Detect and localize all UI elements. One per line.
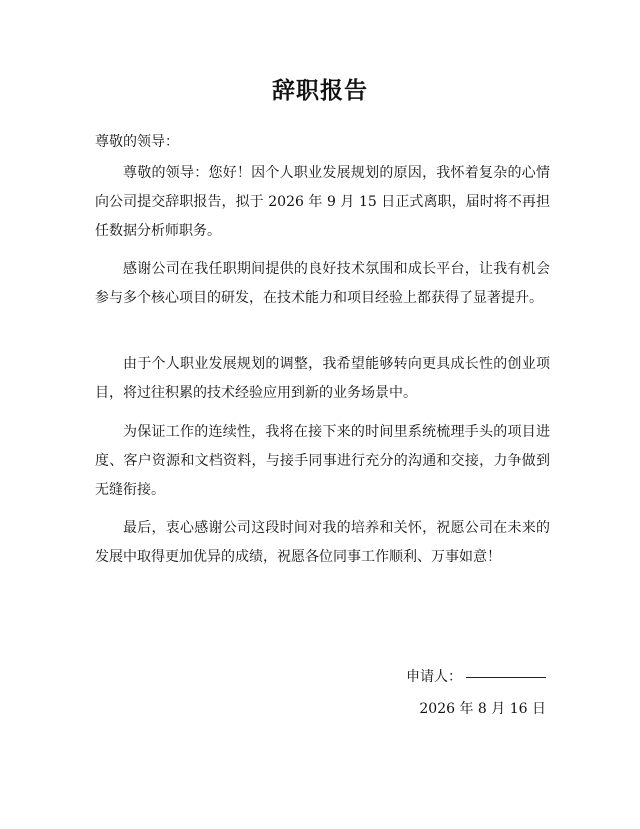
document-title: 辞职报告 (272, 78, 368, 104)
signature-line (466, 677, 546, 678)
applicant-label: 申请人： (406, 669, 462, 685)
signature-row (406, 666, 546, 688)
paragraph-4: 为保证工作的连续性，我将在接下来的时间里系统梳理手头的项目进度、客户资源和文档资料，与接手同事进行充分的沟通和交接，力争做到无缝衔接。 (95, 424, 550, 498)
paragraph-3: 由于个人职业发展规划的调整，我希望能够转向更具成长性的创业项目，将过往积累的技术经验应用到新的业务场景中。 (95, 356, 550, 401)
paragraph-5: 最后，衷心感谢公司这段时间对我的培养和关怀，祝愿公司在未来的发展中取得更加优异的成绩，祝愿各位同事工作顺利、万事如意！ (95, 520, 550, 565)
submission-date: 2026 年 8 月 16 日 (419, 701, 546, 717)
salutation: 尊敬的领导： (95, 134, 179, 150)
paragraph-1: 尊敬的领导：您好！因个人职业发展规划的原因，我怀着复杂的心情向公司提交辞职报告，拟于 2026 年 9 月 15 日正式离职，届时将不再担任数据分析师职务。 (95, 165, 550, 239)
paragraph-2: 感谢公司在我任职期间提供的良好技术氛围和成长平台，让我有机会参与多个核心项目的研发，在技术能力和项目经验上都获得了显著提升。 (95, 261, 550, 306)
